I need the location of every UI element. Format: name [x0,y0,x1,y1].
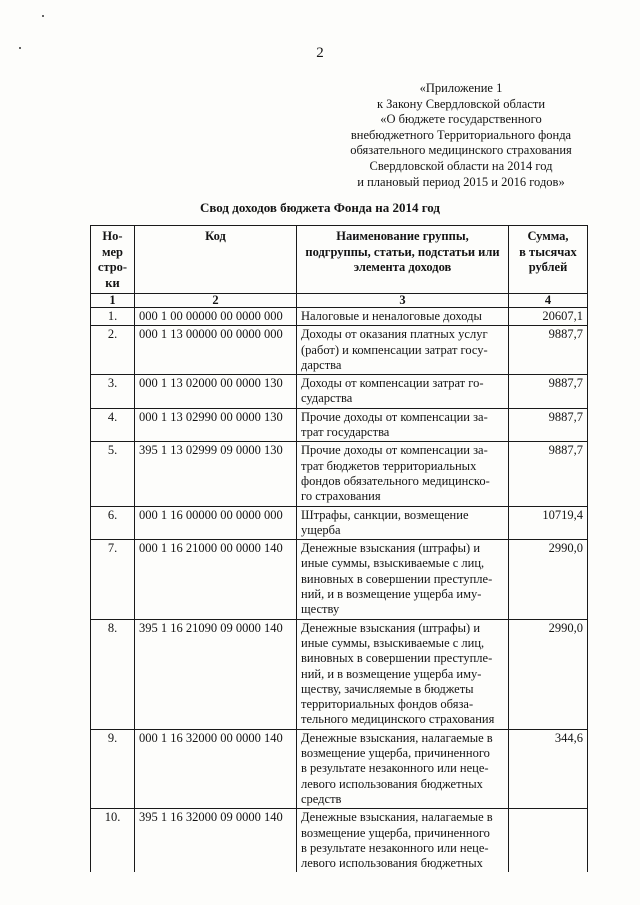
row-name [297,506,509,540]
text-line: внебюджетного Территориального фонда [350,127,572,142]
header-row-number [91,226,135,294]
text-line: обязательного медицинского страхования [350,143,572,158]
row-name [297,729,509,808]
table-row [91,375,588,409]
text-line: в результате незаконного или неце- [301,761,489,776]
table-row [91,326,588,375]
text-line: элемента доходов [353,260,452,274]
row-number: 10. [91,809,135,873]
text-line: Доходы от оказания платных услуг [301,327,488,342]
column-number-row [91,294,588,308]
text-line: ществу [301,602,340,617]
row-code: 000 1 13 02000 00 0000 130 [135,375,297,409]
table-row [91,540,588,619]
text-line: Код [205,229,226,243]
text-line: Штрафы, санкции, возмещение [301,507,469,522]
row-code: 000 1 16 32000 00 0000 140 [135,729,297,808]
row-number: 8. [91,619,135,729]
text-line: левого использования бюджетных [301,776,483,791]
row-code: 000 1 16 00000 00 0000 000 [135,506,297,540]
row-number: 5. [91,442,135,506]
table-row [91,809,588,873]
row-sum: 9887,7 [509,375,588,409]
row-name [297,619,509,729]
table-row [91,729,588,808]
text-line: ществу, зачисляемые в бюджеты [301,681,474,696]
text-line: Но- [102,229,123,243]
row-code: 000 1 13 02990 00 0000 130 [135,408,297,442]
text-line: сударства [301,391,353,406]
header-sum [509,226,588,294]
header-name [297,226,509,294]
row-sum: 10719,4 [509,506,588,540]
row-number: 9. [91,729,135,808]
row-sum: 2990,0 [509,619,588,729]
text-line: трат бюджетов территориальных [301,458,477,473]
text-line: ки [105,275,120,290]
text-line: в результате незаконного или неце- [301,840,489,855]
text-line: территориальных фондов обяза- [301,697,474,712]
text-line: левого использования бюджетных [301,856,483,871]
text-line: дарства [301,357,342,372]
row-sum: 344,6 [509,729,588,808]
row-sum: 9887,7 [509,326,588,375]
text-line: трат государства [301,425,390,440]
table-body [91,308,588,873]
text-line: Денежные взыскания (штрафы) и [301,620,481,635]
table-row [91,619,588,729]
header-code [135,226,297,294]
text-line: подгруппы, статьи, подстатьи или [305,244,500,259]
text-line: в тысячах [519,244,577,259]
text-line: и плановый период 2015 и 2016 годов» [357,174,565,189]
text-line: Денежные взыскания, налагаемые в [301,730,493,745]
text-line: Сумма, [527,229,569,243]
text-line: Денежные взыскания (штрафы) и [301,541,481,556]
row-name [297,326,509,375]
row-sum: 20607,1 [509,308,588,326]
row-sum: 9887,7 [509,408,588,442]
text-line: «О бюджете государственного [380,112,542,127]
row-code: 000 1 00 00000 00 0000 000 [135,308,297,326]
row-sum [509,809,588,873]
text-line: рублей [528,260,568,274]
row-name [297,308,509,326]
row-name [297,540,509,619]
table-row [91,506,588,540]
text-line: (работ) и компенсации затрат госу- [301,342,488,357]
text-line: возмещение ущерба, причиненного [301,825,490,840]
text-line: мер [101,244,123,259]
text-line: го страхования [301,489,381,504]
row-code: 000 1 16 21000 00 0000 140 [135,540,297,619]
text-line: фондов обязательного медицинско- [301,473,490,488]
text-line: к Закону Свердловской области [376,96,546,111]
text-line: Прочие доходы от компенсации за- [301,409,488,424]
text-line: Денежные взыскания, налагаемые в [301,810,493,825]
text-line: «Приложение 1 [419,81,503,95]
row-number: 7. [91,540,135,619]
text-line: средств [301,791,342,806]
text-line: тельного медицинского страхования [301,712,495,727]
table-row [91,408,588,442]
table-row [91,308,588,326]
text-line: Доходы от компенсации затрат го- [301,376,484,391]
row-name [297,442,509,506]
text-line: виновных в совершении преступле- [301,571,493,586]
row-sum: 2990,0 [509,540,588,619]
row-number: 4. [91,408,135,442]
row-name [297,408,509,442]
text-line: Свердловской области на 2014 год [369,158,553,173]
row-code: 395 1 16 21090 09 0000 140 [135,619,297,729]
row-code: 000 1 13 00000 00 0000 000 [135,326,297,375]
row-name [297,809,509,873]
document-title: Свод доходов бюджета Фонда на 2014 год [199,200,441,215]
column-number: 3 [297,294,509,308]
text-line: Наименование группы, [336,229,469,243]
row-code: 395 1 13 02999 09 0000 130 [135,442,297,506]
text-line: Прочие доходы от компенсации за- [301,443,488,458]
page-number: 2 [316,45,324,61]
row-number: 2. [91,326,135,375]
column-number: 2 [135,294,297,308]
text-line: Налоговые и неналоговые доходы [301,309,482,323]
row-number: 3. [91,375,135,409]
revenue-table [90,225,588,872]
table-header-row [91,226,588,294]
text-line: ний, и в возмещение ущерба иму- [301,666,482,681]
column-number: 4 [509,294,588,308]
text-line: виновных в совершении преступле- [301,651,493,666]
table-row [91,442,588,506]
text-line: ний, и в возмещение ущерба иму- [301,587,482,602]
annex-heading [330,81,592,190]
row-sum: 9887,7 [509,442,588,506]
text-line: иные суммы, взыскиваемые с лиц, [301,635,485,650]
row-code: 395 1 16 32000 09 0000 140 [135,809,297,873]
row-name [297,375,509,409]
text-line: стро- [97,260,128,274]
scan-speck [42,15,44,17]
text-line: иные суммы, взыскиваемые с лиц, [301,556,485,571]
column-number: 1 [91,294,135,308]
text-line: ущерба [301,522,341,537]
text-line: возмещение ущерба, причиненного [301,746,490,761]
row-number: 1. [91,308,135,326]
row-number: 6. [91,506,135,540]
